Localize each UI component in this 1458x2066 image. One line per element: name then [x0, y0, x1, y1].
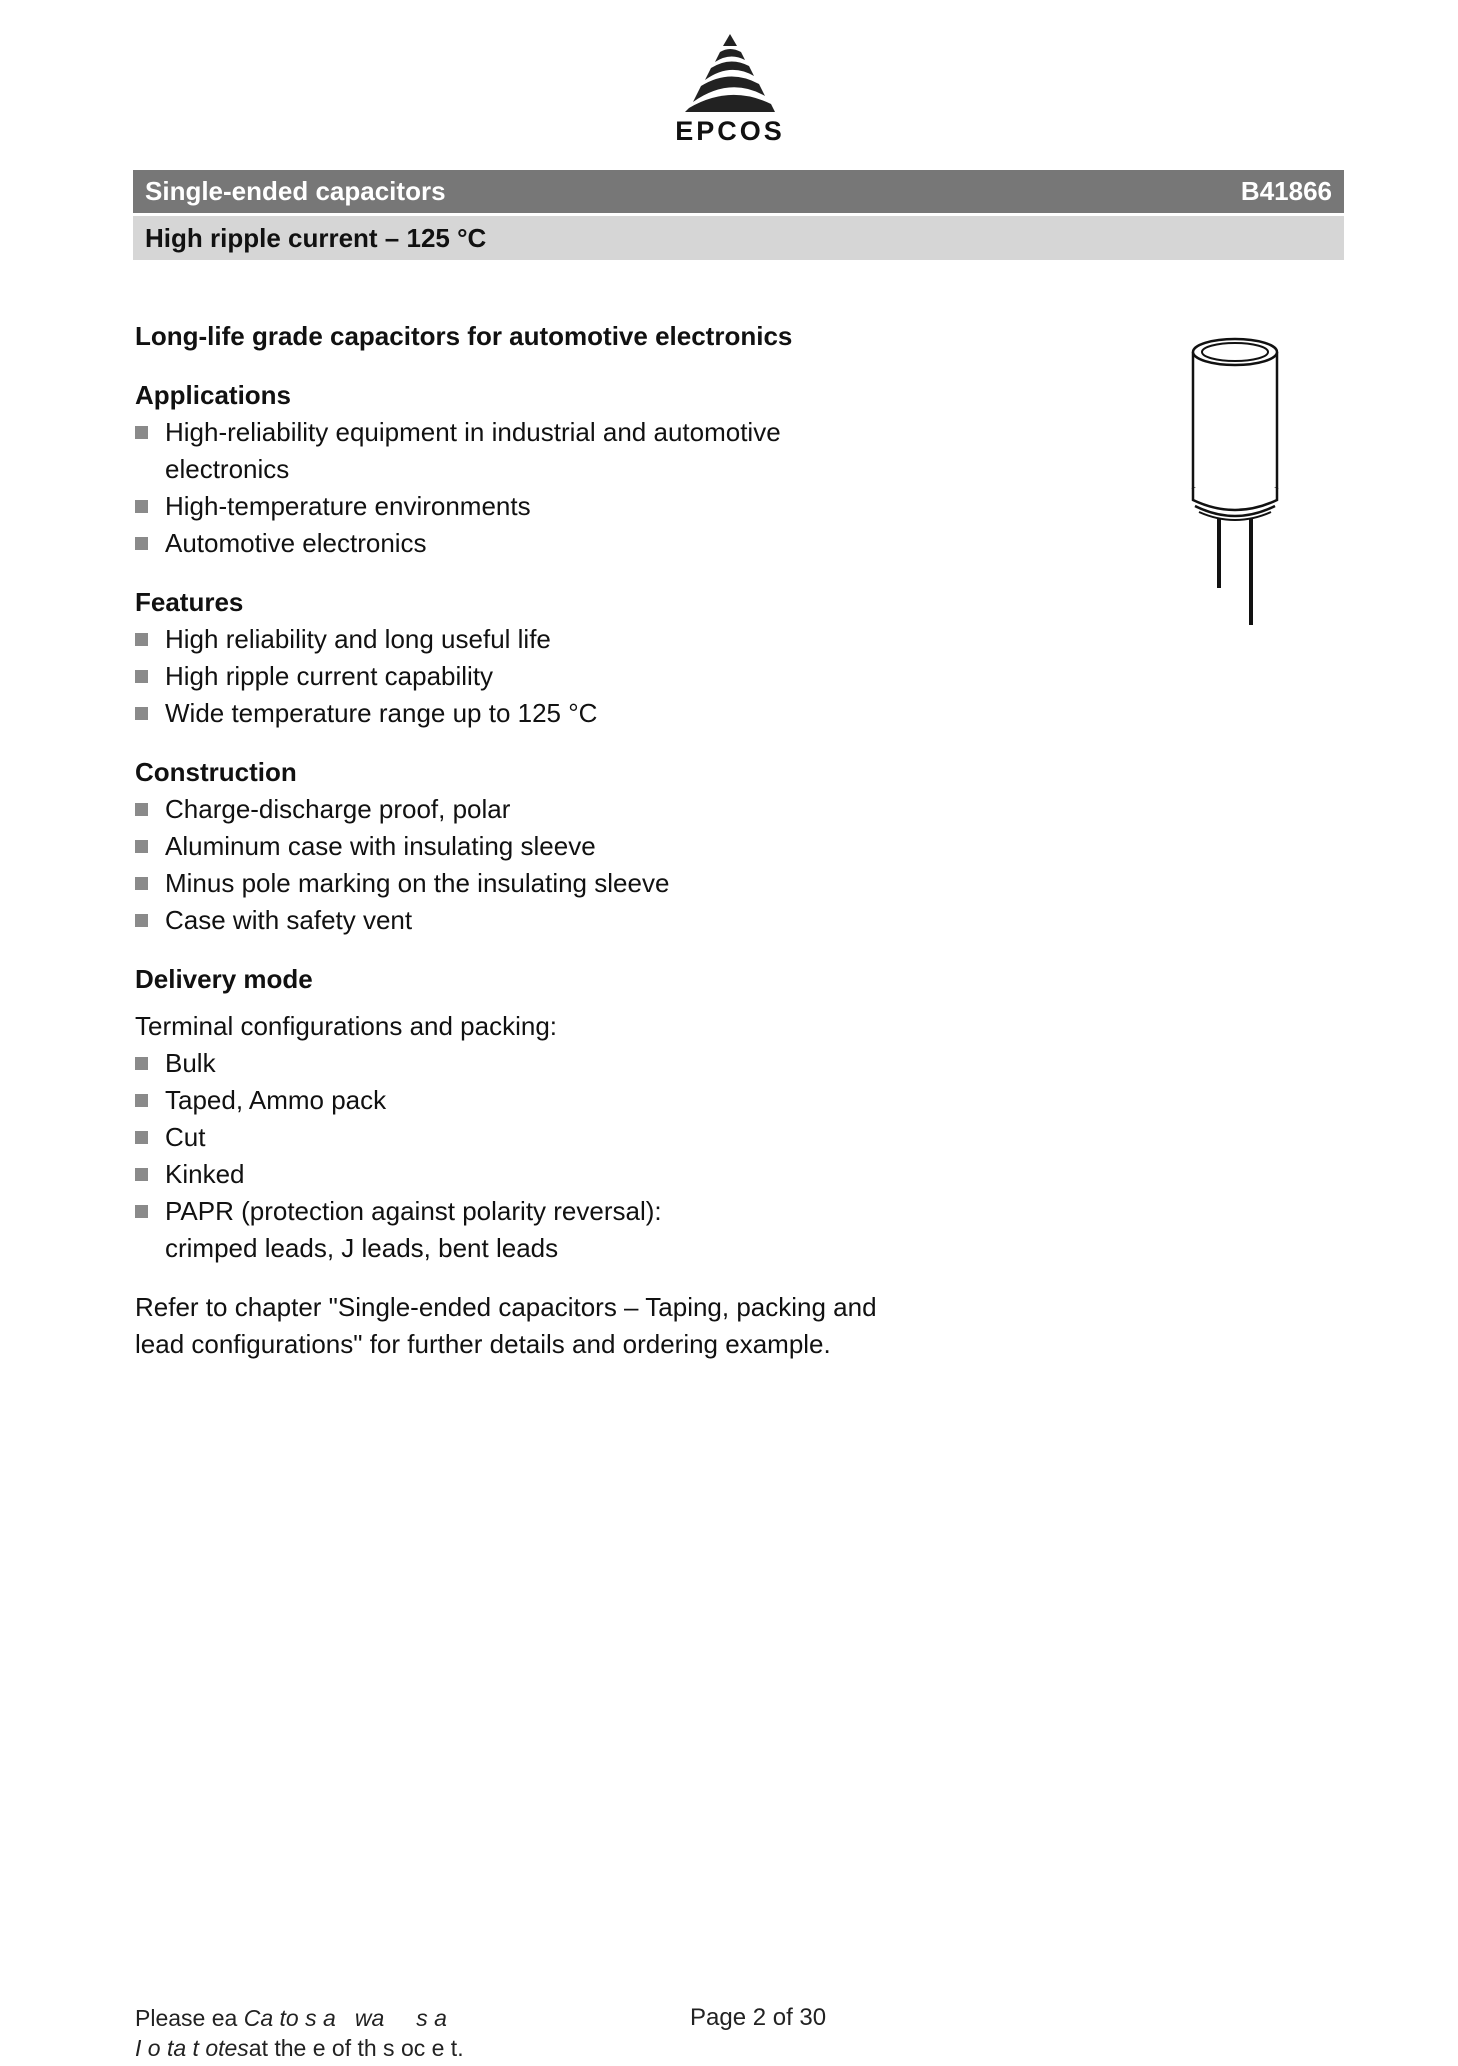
construction-list	[135, 791, 935, 939]
refer-text: Refer to chapter "Single-ended capacitors – Taping, packing and lead configurations" for further details and ordering example.	[135, 1292, 877, 1359]
delivery-intro: Terminal configurations and packing:	[135, 1011, 558, 1041]
footer-text: at the e of th s oc e t.	[248, 2035, 464, 2061]
list-item: High ripple current capability	[135, 658, 935, 695]
headline: Long-life grade capacitors for automotive electronics	[135, 321, 793, 351]
document-subtitle: High ripple current – 125 °C	[145, 222, 487, 253]
main-content	[135, 318, 935, 1363]
brand-name: EPCOS	[675, 116, 785, 146]
footer-text: wa	[354, 2005, 385, 2031]
list-item: Taped, Ammo pack	[135, 1082, 935, 1119]
document-title: Single-ended capacitors	[145, 176, 446, 206]
list-item: Cut	[135, 1119, 935, 1156]
list-item: Case with safety vent	[135, 902, 935, 939]
footer-note	[135, 2003, 464, 2063]
list-item: High-temperature environments	[135, 488, 935, 525]
applications-title: Applications	[135, 380, 292, 410]
footer-text: s a	[416, 2005, 447, 2031]
list-item: Kinked	[135, 1156, 935, 1193]
footer-line-1	[135, 2003, 464, 2033]
list-item: Minus pole marking on the insulating sleeve	[135, 865, 935, 902]
delivery-title: Delivery mode	[135, 964, 313, 994]
epcos-triangle-logo-icon	[675, 32, 785, 114]
list-item: High-reliability equipment in industrial and automotive electronics	[135, 414, 885, 488]
footer-line-2	[135, 2033, 464, 2063]
list-item: High reliability and long useful life	[135, 621, 935, 658]
subheader-bar	[133, 216, 1344, 260]
list-item: Charge-discharge proof, polar	[135, 791, 935, 828]
epcos-logo	[660, 32, 800, 147]
features-title: Features	[135, 587, 244, 617]
applications-list	[135, 414, 935, 562]
construction-title: Construction	[135, 757, 297, 787]
page-number: Page 2 of 30	[690, 2004, 827, 2031]
list-item: PAPR (protection against polarity reversal): crimped leads, J leads, bent leads	[135, 1193, 755, 1267]
list-item: Aluminum case with insulating sleeve	[135, 828, 935, 865]
header-bar	[133, 170, 1344, 213]
footer-text: I o ta t otes	[135, 2035, 249, 2061]
list-item: Automotive electronics	[135, 525, 935, 562]
radial-electrolytic-capacitor-icon	[1185, 330, 1285, 630]
features-list	[135, 621, 935, 732]
delivery-list	[135, 1045, 935, 1267]
footer-text: Ca to s a	[243, 2005, 336, 2031]
list-item: Bulk	[135, 1045, 935, 1082]
list-item: Wide temperature range up to 125 °C	[135, 695, 935, 732]
product-code: B41866	[1240, 176, 1332, 206]
footer-text: Please ea	[135, 2005, 238, 2031]
